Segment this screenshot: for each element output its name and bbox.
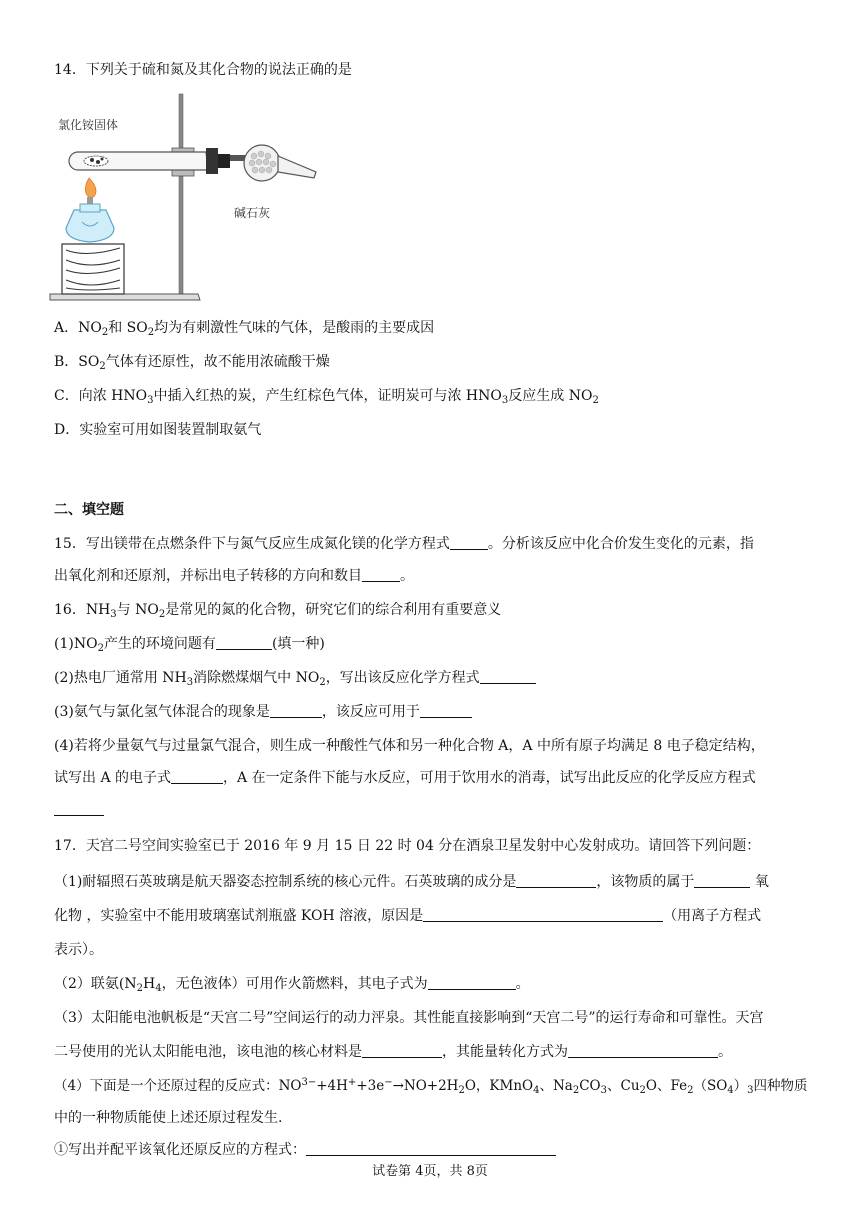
- q14-option-b: B．$SO_2$气体有还原性，故不能用浓硫酸干燥: [54, 354, 330, 372]
- q17-blank-1[interactable]: [516, 873, 596, 888]
- q17-blank-7[interactable]: [306, 1141, 556, 1156]
- q14-option-c: C．向浓 $HNO_3$中插入红热的炭，产生红棕色气体，证明炭可与浓 $HNO_3$反应生成 $NO_2$: [54, 388, 599, 406]
- q17-part-1-line-2: 化物 ，实验室中不能用玻璃塞试剂瓶盛 KOH 溶液，原因是 （用离子方程式: [54, 908, 762, 924]
- q16-blank-6[interactable]: [54, 801, 104, 816]
- q17-part-4-line-3: ①写出并配平该氧化还原反应的方程式：: [54, 1140, 806, 1160]
- q16-blank-3[interactable]: [270, 703, 322, 718]
- q17-part-1-line-1: （1)耐辐照石英玻璃是航天器姿态控制系统的核心元件。石英玻璃的成分是 ，该物质的属于 氧: [54, 874, 769, 890]
- q16-part-3: (3)氨气与氯化氢气体混合的现象是 ，该反应可用于: [54, 702, 806, 722]
- q17-part-4-line-2: 中的一种物质能使上述还原过程发生.: [54, 1110, 283, 1126]
- q15-blank-2[interactable]: [362, 567, 400, 582]
- q14-stem: 14．下列关于硫和氮及其化合物的说法正确的是: [54, 62, 352, 78]
- q16-blank-2[interactable]: [480, 669, 536, 684]
- q17-blank-4[interactable]: [428, 975, 516, 990]
- q16-blank-5[interactable]: [171, 769, 223, 784]
- q14-option-a: A．$NO_2$和 $SO_2$均为有刺激性气味的气体，是酸雨的主要成因: [54, 320, 435, 338]
- section-heading: 二、填空题: [54, 502, 124, 518]
- page-footer: 试卷第 4页，共 8页: [372, 1164, 488, 1179]
- q17-part-3-line-1: （3）太阳能电池帆板是“天宫二号”空间运行的动力泙泉。其性能直接影响到“天宫二号”的运行寿命和可靠性。天宫: [54, 1010, 764, 1026]
- q15-line-2: 出氧化剂和还原剂，并标出电子转移的方向和数目 。: [54, 568, 414, 584]
- q17-part-3-line-2: 二号使用的光认太阳能电池，该电池的核心材料是 ，其能量转化方式为 。: [54, 1044, 732, 1060]
- q16-part-4-line-1: (4)若将少量氨气与过量氯气混合，则生成一种酸性气体和另一种化合物 A，A 中所有原子均满足 8 电子稳定结构，: [54, 738, 765, 754]
- q17-blank-2[interactable]: [694, 873, 750, 888]
- q16-part-2: (2)热电厂通常用 $NH_3$消除燃煤烟气中 $NO_2$，写出该反应化学方程式: [54, 668, 806, 688]
- q17-part-2: （2）联氨($N_2H_4$，无色液体）可用作火箭燃料，其电子式为 。: [54, 976, 530, 994]
- label-soda-lime: 碱石灰: [234, 206, 271, 220]
- q17-part-1-line-3: 表示）。: [54, 942, 103, 958]
- q15-blank-1[interactable]: [450, 535, 488, 550]
- ammonia-apparatus-figure: [48, 92, 328, 302]
- q16-blank-4[interactable]: [420, 703, 472, 718]
- q16-blank-1[interactable]: [216, 635, 272, 650]
- q16-part-1: $(1)NO_2$产生的环境问题有 (填一种): [54, 636, 325, 654]
- q17-blank-3[interactable]: [423, 907, 663, 922]
- q16-part-4-line-2: 试写出 A 的电子式 ，A 在一定条件下能与水反应，可用于饮用水的消毒，试写出此反应的化学反应方程式: [54, 770, 756, 786]
- q17-part-4-line-1: （4）下面是一个还原过程的反应式：$NO^{3-}+4H^++3e^-\to NO+2H_2O$，KMnO$_4$、$Na_2CO_3$、$Cu_2O$、$Fe_2(SO_4)_3$四种物质: [54, 1077, 808, 1096]
- label-ammonium-chloride: 氯化铵固体: [58, 118, 119, 132]
- q14-option-d: D．实验室可用如图装置制取氨气: [54, 422, 262, 438]
- q15-line-1: 15．写出镁带在点燃条件下与氮气反应生成氮化镁的化学方程式 。分析该反应中化合价发生变化的元素，指: [54, 536, 754, 552]
- q17-blank-6[interactable]: [568, 1043, 718, 1058]
- q16-part-4-line-3: [54, 800, 806, 820]
- q16-stem: 16．$NH_3$与 $NO_2$是常见的氮的化合物，研究它们的综合利用有重要意义: [54, 602, 502, 620]
- q17-stem: 17．天宫二号空间实验室已于 2016 年 9 月 15 日 22 时 04 分在酒泉卫星发射中心发射成功。请回答下列问题：: [54, 838, 761, 854]
- q17-blank-5[interactable]: [362, 1043, 442, 1058]
